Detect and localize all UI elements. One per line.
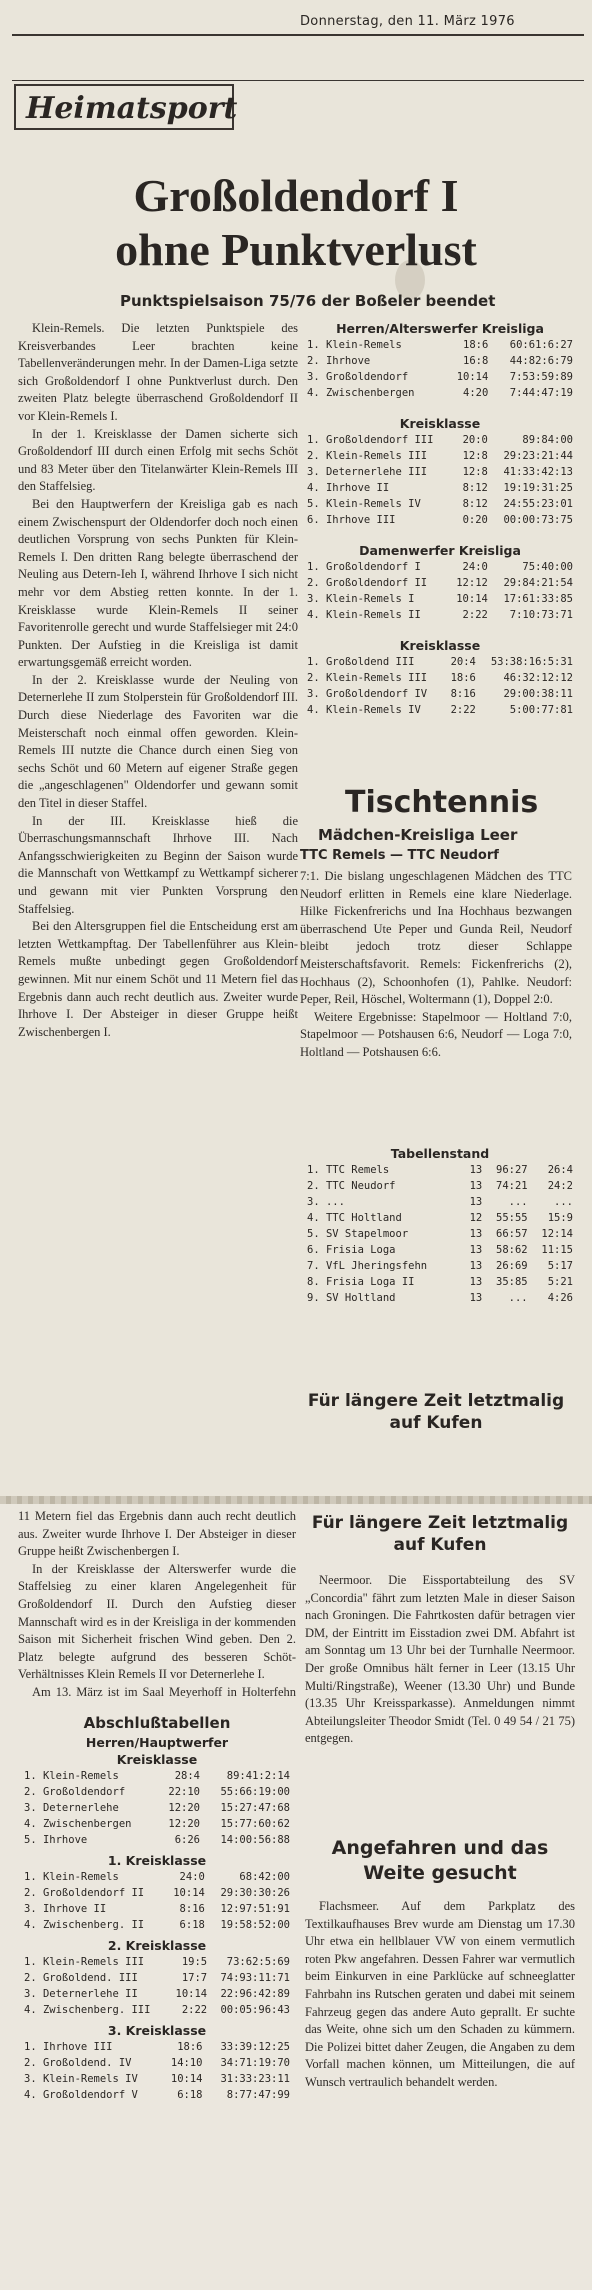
paragraph: In der Kreisklasse der Alterswerfer wurde die Staffelsieg zu einer klaren Angelegenheit für Großoldendorf II. Durch den Aufstieg dieser Mannschaft wird es in der Kreisliga in der kommenden Saison mit Sicherheit frischen Wind geben. Den 2. Platz belegte aufgrund des besseren Schöt-Verhältnisses Klein Remels II vor Deternerlehe I. [18,1561,296,1682]
paragraph: Bei den Hauptwerfern der Kreisliga gab es nach einem Zwischenspurt der Oldendorfer doch noch einen deutlichen Vorsprung von sechs Punkten für Klein-Remels I. Den dritten Rang belegte überraschend der Neuling aus Detern-Ieh I, während Ihrhove I sich nicht mehr vor dem Abstieg retten konnte. In der 1. Kreisklasse wurde Klein-Remels II seiner Favoritenrolle gerecht und wurde Staffelsieger mit 24:0 Punkten. Der Aufstieg in die Kreisliga ist damit erwartungsgemäß erreicht worden. [18,496,298,670]
score: 7:53:59:89 [509,371,573,383]
team: 3. Deternerlehe II [24,1988,138,2000]
table-row [305,670,575,686]
subheadline: Punktspielsaison 75/76 der Boßeler beendet [120,292,496,310]
table-row [22,1901,292,1917]
score: 34:71:19:70 [220,2057,290,2069]
points: 8:12 [462,482,488,494]
points: 10:14 [173,1887,205,1899]
points: 12:20 [168,1818,200,1830]
table-row [305,480,575,496]
headline-line1: Großoldendorf I [133,170,459,221]
points: 6:18 [179,1919,205,1931]
team: 1. Großoldend III [307,656,415,668]
paragraph: In der 1. Kreisklasse der Damen sicherte sich Großoldendorf III durch einen Erfolg mit sechs Schöt und 83 Meter über den Titelanwärter Klein-Remels III den Staffelsieg. [18,426,298,494]
points: 17:7 [181,1972,208,1984]
points: 24:0 [179,1871,205,1883]
standings-column [305,320,575,718]
games: 13 [469,1164,483,1176]
score: 8:77:47:99 [226,2089,290,2101]
points: 5:21 [547,1276,573,1288]
table-row [305,432,575,448]
table-row [22,1954,292,1970]
paragraph: In der III. Kreisklasse hieß die Überraschungsmannschaft Ihrhove III. Nach Anfangsschwierigkeiten zu Beginn der Saison wurde die Mannschaft von Wettkampf zu Wettkampf sicherer und gewann mit vier Punkten Vorsprung den Staffelsieg. [18,813,298,916]
team: 1. Klein-Remels [24,1770,119,1782]
table-row [305,1162,575,1178]
team: 1. TTC Remels [307,1164,390,1176]
score: ... [508,1196,528,1208]
games: 13 [469,1292,483,1304]
team: 4. Klein-Remels IV [307,704,421,716]
table-row [305,353,575,369]
score: 55:55 [496,1212,528,1224]
table-title: 3. Kreisklasse [107,2023,207,2038]
points: 10:14 [456,593,488,605]
points: 20:4 [450,656,476,668]
table-row [305,607,575,623]
team: 3. Großoldendorf IV [307,688,428,700]
team: 1. Ihrhove III [24,2041,113,2053]
points: 18:6 [177,2041,203,2053]
team: 3. Ihrhove II [24,1903,107,1915]
table-title: Damenwerfer Kreisliga [359,543,521,558]
team: 4. Ihrhove II [307,482,390,494]
points: 4:26 [547,1292,573,1304]
table-row [22,1970,292,1986]
points: 2:22 [181,2004,208,2016]
team: 2. Ihrhove [307,355,371,367]
games: 12 [469,1212,483,1224]
team: 2. Großoldendorf [24,1786,126,1798]
score: 89:41:2:14 [226,1770,290,1782]
standings-table [22,2039,292,2103]
tischtennis-matchup: TTC Remels — TTC Neudorf [300,848,499,863]
points: 4:20 [463,387,489,399]
games: 13 [469,1180,483,1192]
team: 4. Zwischenberg. III [24,2004,151,2016]
score: 14:00:56:88 [220,1834,290,1846]
table-row [22,2087,292,2103]
tischtennis-table-block [305,1145,575,1306]
table-row [305,1210,575,1226]
score: 68:42:00 [239,1871,290,1883]
team: 3. Klein-Remels IV [24,2073,138,2085]
team: 9. SV Holtland [307,1292,396,1304]
flachsmeer-article [305,1898,575,2258]
score: 29:30:30:26 [220,1887,290,1899]
points: 24:2 [547,1180,573,1192]
points: 12:12 [456,577,488,589]
table-row [305,559,575,575]
table-row [22,1800,292,1816]
score: 53:38:16:5:31 [490,656,573,668]
points: 14:10 [170,2057,203,2069]
points: 8:16 [179,1903,205,1915]
table-row [22,2071,292,2087]
table-row [305,385,575,401]
section-title: Heimatsport [14,84,234,130]
table-row [22,1917,292,1933]
table-row [22,2055,292,2071]
score: 19:19:31:25 [503,482,573,494]
points: 12:20 [168,1802,200,1814]
score: 96:27 [496,1164,528,1176]
score: 31:33:23:11 [220,2073,290,2085]
points: 22:10 [168,1786,200,1798]
points: ... [554,1196,573,1208]
tischtennis-heading: Tischtennis [345,785,539,820]
article-column-left [18,320,298,1490]
score: 89:84:00 [522,434,573,446]
tischtennis-article [300,868,572,1118]
team: 4. Klein-Remels II [307,609,421,621]
score: 33:39:12:25 [220,2041,290,2053]
score: 19:58:52:00 [220,1919,290,1931]
table-row [22,1768,292,1784]
team: 4. Zwischenberg. II [24,1919,145,1931]
paragraph: Klein-Remels. Die letzten Punktspiele des Kreisverbandes Leer brachten keine Tabellenveränderungen mehr. In der Damen-Liga setzte sich Großoldendorf I ohne Punktverlust durch. Den zweiten Platz belegte überraschend Großoldendorf II vor Klein-Remels I. [18,321,298,423]
team: 7. VfL Jheringsfehn [307,1260,428,1272]
team: 2. Großoldend. III [24,1972,138,1984]
points: 12:8 [462,466,488,478]
team: 2. Großoldendorf II [24,1887,145,1899]
table-row [22,1832,292,1848]
points: 26:4 [547,1164,573,1176]
standings-block [305,320,575,401]
points: 5:17 [547,1260,573,1272]
table-row [305,1226,575,1242]
points: 12:8 [462,450,488,462]
points: 18:6 [463,339,489,351]
points: 11:15 [541,1244,573,1256]
score: 00:05:96:43 [220,2004,290,2016]
paragraph: Bei den Altersgruppen fiel die Entscheidung erst am letzten Wettkampftag. Der Tabellenführer aus Klein-Remels mußte unbedingt gegen Großoldendorf gewinnen. Mit nur einem Schöt und 11 Metern fiel das Ergebnis dann auch recht deutlich aus. Zweiter wurde Ihrhove I. Der Absteiger in dieser Gruppe heißt Zwischenbergen I. [18,919,298,1039]
team: 1. Klein-Remels [307,339,402,351]
standings-table [305,654,575,718]
table-row [305,654,575,670]
table-row [305,575,575,591]
standings-table [22,1954,292,2018]
table-row [305,448,575,464]
points: 10:14 [456,371,489,383]
table-title: 2. Kreisklasse [107,1938,207,1953]
score: 5:00:77:81 [509,704,573,716]
score: 00:00:73:75 [503,514,573,526]
score: 22:96:42:89 [220,1988,290,2000]
standings-block [305,415,575,528]
dateline: Donnerstag, den 11. März 1976 [300,14,515,29]
score: 26:69 [496,1260,528,1272]
section-rule [12,80,584,81]
games: 13 [469,1196,483,1208]
points: 8:16 [450,688,476,700]
final-tables [22,1712,292,2103]
points: 28:4 [174,1770,200,1782]
team: 3. Großoldendorf [307,371,409,383]
paragraph: 11 Metern fiel das Ergebnis dann auch recht deutlich aus. Zweiter wurde Ihrhove I. Der Absteiger in dieser Gruppe heißt Zwischenbergen I. [18,1509,296,1559]
score: 29:00:38:11 [503,688,573,700]
points: 18:6 [450,672,476,684]
paragraph: Weitere Ergebnisse: Stapelmoor — Holtland 7:0, Stapelmoor — Potshausen 6:6, Neudorf — Loga 7:0, Holtland — Potshausen 6:6. [300,1009,572,1059]
team: 4. Großoldendorf V [24,2089,138,2101]
score: 74:21 [496,1180,528,1192]
team: 2. TTC Neudorf [307,1180,396,1192]
games: 13 [469,1260,483,1272]
team: 1. Klein-Remels III [24,1956,145,1968]
score: 24:55:23:01 [503,498,573,510]
table-row [305,1194,575,1210]
points: 10:14 [175,1988,208,2000]
team: 5. Ihrhove [24,1834,88,1846]
table-row [22,1784,292,1800]
points: 2:22 [450,704,476,716]
table-row [305,1258,575,1274]
paragraph: In der 2. Kreisklasse wurde der Neuling von Deternerlehe II zum Stolperstein für Großoldendorf III. Durch diese Niederlage des Favoriten war die Meisterschaft noch einmal offen geworden. Klein-Remels III nutzte die Chance durch einen Sieg von sechs Schöt und 60 Metern auf eigener Straße gegen die „angeschlagenen" Oldendorfer und gewann somit den Titel in dieser Staffel. [18,672,298,811]
points: 6:18 [177,2089,203,2101]
article-continuation [18,1508,296,1698]
score: 73:62:5:69 [226,1956,290,1968]
neermoor-article [305,1572,575,1812]
points: 8:12 [462,498,488,510]
standings-block [305,542,575,623]
paragraph: Am 13. März ist im Saal Meyerhoff in Holterfehn [32,1684,296,1698]
kufen-heading-top: Für längere Zeit letztmalig auf Kufen [307,1391,565,1433]
torn-edge [0,1496,592,1504]
team: 5. SV Stapelmoor [307,1228,409,1240]
points: 15:9 [547,1212,573,1224]
table-title: 1. Kreisklasse [107,1853,207,1868]
standings-table [22,1869,292,1933]
paragraph: 7:1. Die bislang ungeschlagenen Mädchen des TTC Neudorf erlitten in Remels eine klare Niederlage. Hilke Fickenfrerichs und Ina Hochhaus bezwangen überraschend Ute Peper und Gunda Reil, Neudorf bleibt jedoch trotz dieser Schlappe Meisterschaftsfavorit. Remels: Fickenfrerichs (2), Hochhaus (2), Schoonhofen (1), Pahlke. Neudorf: Peper, Reil, Höschel, Woltermann (1), Doppel 2:0. [300,869,572,1007]
score: 7:44:47:19 [509,387,573,399]
table-row [305,1290,575,1306]
table-title: Kreisklasse [116,1752,198,1767]
games: 13 [469,1228,483,1240]
table-row [305,702,575,718]
score: 7:10:73:71 [509,609,573,621]
final-tables-title: Abschlußtabellen [83,1714,231,1732]
table-row [22,1869,292,1885]
points: 0:20 [462,514,488,526]
team: 4. TTC Holtland [307,1212,402,1224]
score: 17:61:33:85 [503,593,573,605]
headline-line2: ohne Punktverlust [115,224,477,275]
standings-table [305,337,575,401]
score: 15:27:47:68 [220,1802,290,1814]
table-row [22,2039,292,2055]
table-title: Herren/Alterswerfer Kreisliga [336,321,544,336]
team: 2. Klein-Remels III [307,672,428,684]
team: 3. Klein-Remels I [307,593,415,605]
tischtennis-subheading: Mädchen-Kreisliga Leer [318,826,518,844]
team: 1. Klein-Remels [24,1871,119,1883]
table-row [305,1178,575,1194]
team: 6. Ihrhove III [307,514,396,526]
team: 1. Großoldendorf I [307,561,421,573]
score: 60:61:6:27 [509,339,573,351]
team: 2. Großoldendorf II [307,577,428,589]
points: 12:14 [541,1228,573,1240]
team: 3. ... [307,1196,345,1208]
score: 35:85 [496,1276,528,1288]
team: 6. Frisia Loga [307,1244,396,1256]
table-row [22,1986,292,2002]
table-title: Tabellenstand [390,1146,490,1161]
score: 46:32:12:12 [503,672,573,684]
team: 3. Deternerlehe III [307,466,428,478]
team: 1. Großoldendorf III [307,434,434,446]
standings-table [305,559,575,623]
standings-table [305,1162,575,1306]
paragraph: Flachsmeer. Auf dem Parkplatz des Textilkaufhauses Brev wurde am Dienstag um 17.30 Uhr etwa ein hellblauer VW von einem vermutlich roten Pkw angefahren. Dessen Fahrer war vermutlich beim Einkurven in eine Parklücke auf schneeglatter Fahrbahn ins Rutschen geraten und dabei mit seinem Fahrzeug gegen das andere Auto geprallt. Er suchte das Weite, ohne sich um den Schaden zu kümmern. Die Polizei bittet daher Zeugen, die Angaben zu dem Vorfall machen können, um Mitteilungen, die auf Wunsch vertraulich behandelt werden. [305,1899,575,2089]
kufen-heading: Für längere Zeit letztmalig auf Kufen [311,1513,569,1555]
table-row [305,591,575,607]
table-row [305,512,575,528]
games: 13 [469,1276,483,1288]
score: 12:97:51:91 [220,1903,290,1915]
table-row [22,2002,292,2018]
score: 41:33:42:13 [503,466,573,478]
table-row [305,1274,575,1290]
score: 58:62 [496,1244,528,1256]
points: 6:26 [174,1834,200,1846]
team: 2. Großoldend. IV [24,2057,132,2069]
angefahren-heading: Angefahren und das Weite gesucht [331,1837,549,1884]
score: 44:82:6:79 [509,355,573,367]
table-row [22,1816,292,1832]
table-title: Kreisklasse [399,416,481,431]
table-row [305,337,575,353]
standings-block [305,637,575,718]
points: 16:8 [463,355,489,367]
table-title: Kreisklasse [399,638,481,653]
table-row [305,464,575,480]
points: 2:22 [462,609,488,621]
score: 75:40:00 [522,561,573,573]
standings-table [22,1768,292,1848]
table-row [305,369,575,385]
score: 29:23:21:44 [503,450,573,462]
table-row [305,496,575,512]
points: 20:0 [462,434,488,446]
score: 15:77:60:62 [220,1818,290,1830]
points: 19:5 [181,1956,208,1968]
table-row [305,1242,575,1258]
team: 2. Klein-Remels III [307,450,428,462]
score: 55:66:19:00 [220,1786,290,1798]
score: ... [508,1292,528,1304]
team: 4. Zwischenbergen [307,387,415,399]
team: 3. Deternerlehe [24,1802,119,1814]
score: 29:84:21:54 [503,577,573,589]
points: 24:0 [462,561,488,573]
standings-table [305,432,575,528]
final-tables-subtitle: Herren/Hauptwerfer [85,1735,229,1750]
table-row [22,1885,292,1901]
score: 66:57 [496,1228,528,1240]
top-rule [12,34,584,36]
team: 8. Frisia Loga II [307,1276,415,1288]
score: 74:93:11:71 [220,1972,290,1984]
team: 5. Klein-Remels IV [307,498,421,510]
games: 13 [469,1244,483,1256]
points: 10:14 [170,2073,203,2085]
table-row [305,686,575,702]
paragraph: Neermoor. Die Eissportabteilung des SV „Concordia" fährt zum letzten Male in dieser Saison nach Groningen. Die Fahrtkosten dafür betragen vier DM, der Eintritt im Eisstadion zwei DM. Abfahrt ist am Sonntag um 13 Uhr bei der Turnhalle Neermoor. Der große Omnibus hält ferner in Leer (13.15 Uhr Multi/Ringstraße), Weener (13.30 Uhr) und Bunde (13.35 Uhr Kreissparkasse). Anmeldungen nimmt Abteilungsleiter Theodor Smidt (Tel. 0 49 54 / 21 75) entgegen. [305,1573,575,1746]
team: 4. Zwischenbergen [24,1818,132,1830]
